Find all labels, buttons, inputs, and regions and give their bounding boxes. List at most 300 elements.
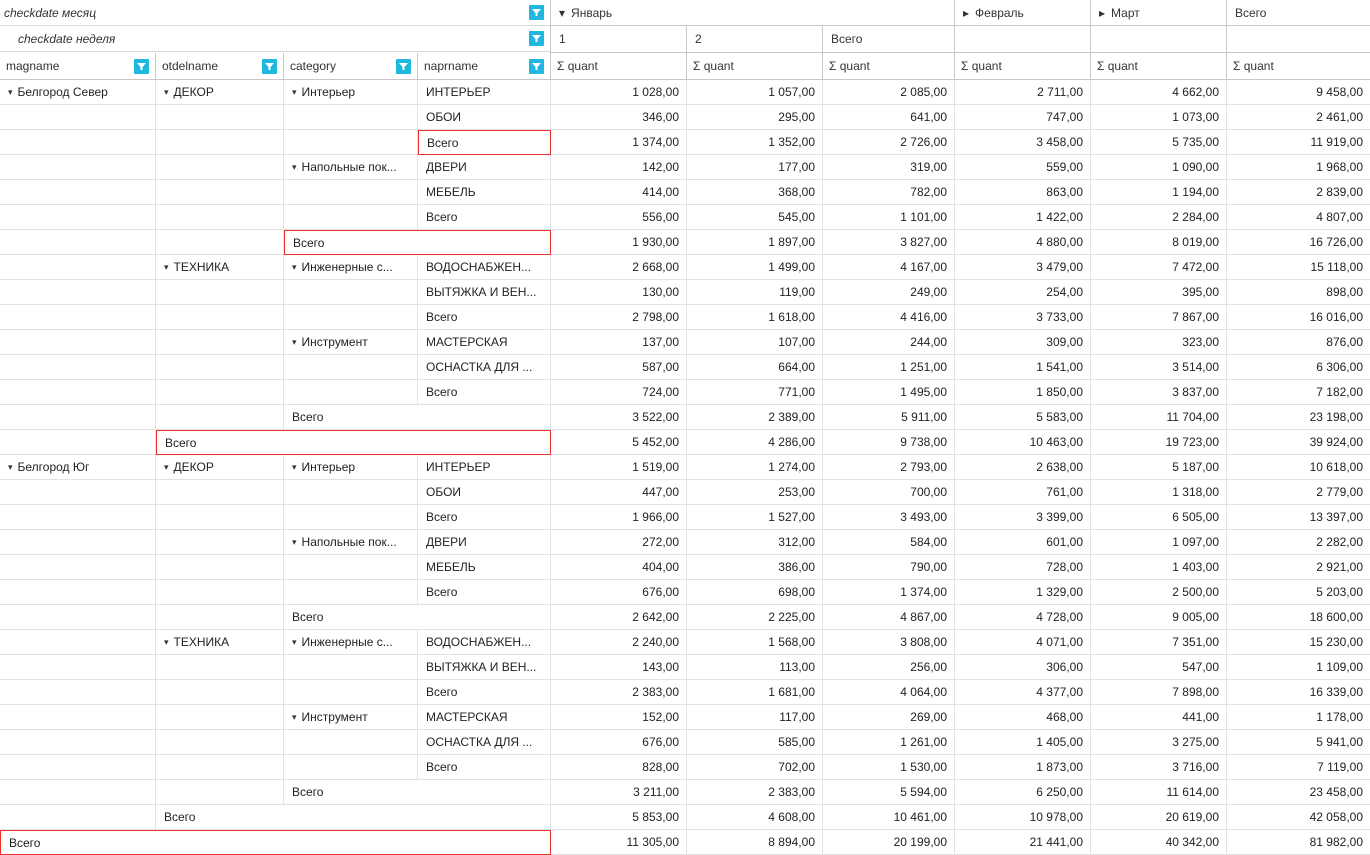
- value-cell[interactable]: 2 085,00: [823, 80, 955, 105]
- magname-cell: [0, 180, 156, 205]
- value-cell[interactable]: 4 807,00: [1227, 205, 1370, 230]
- value-cell[interactable]: 7 182,00: [1227, 380, 1370, 405]
- category-cell: [284, 380, 418, 405]
- category-cell: [284, 680, 418, 705]
- naprname-cell[interactable]: [418, 480, 551, 505]
- naprname-cell[interactable]: [418, 355, 551, 380]
- value-cell[interactable]: 601,00: [955, 530, 1091, 555]
- otdelname-cell: [156, 280, 284, 305]
- naprname-cell[interactable]: [418, 630, 551, 655]
- value-cell[interactable]: 11 919,00: [1227, 130, 1370, 155]
- value-cell[interactable]: 559,00: [955, 155, 1091, 180]
- value-cell[interactable]: 1 352,00: [687, 130, 823, 155]
- row-field-magname-label: magname: [6, 59, 60, 73]
- value-cell[interactable]: 346,00: [551, 105, 687, 130]
- value-cell[interactable]: 1 499,00: [687, 255, 823, 280]
- value-cell[interactable]: 1 374,00: [551, 130, 687, 155]
- value-cell[interactable]: 2 726,00: [823, 130, 955, 155]
- value-cell[interactable]: 771,00: [687, 380, 823, 405]
- value-cell[interactable]: 1 897,00: [687, 230, 823, 255]
- measure-header-quant-6[interactable]: [1227, 53, 1370, 80]
- value-cell[interactable]: 1 109,00: [1227, 655, 1370, 680]
- value-cell[interactable]: 2 711,00: [955, 80, 1091, 105]
- value-cell[interactable]: 119,00: [687, 280, 823, 305]
- value-cell[interactable]: 556,00: [551, 205, 687, 230]
- category-cell[interactable]: [284, 705, 418, 730]
- measure-header-quant-1[interactable]: [551, 53, 687, 80]
- value-cell[interactable]: 404,00: [551, 555, 687, 580]
- column-header-february[interactable]: [955, 0, 1091, 26]
- measure-header-label: Σ quant: [829, 59, 870, 73]
- value-cell[interactable]: 16 016,00: [1227, 305, 1370, 330]
- value-cell[interactable]: 1 966,00: [551, 505, 687, 530]
- naprname-cell[interactable]: [418, 105, 551, 130]
- value-cell[interactable]: 11 704,00: [1091, 405, 1227, 430]
- value-cell[interactable]: 254,00: [955, 280, 1091, 305]
- value-cell[interactable]: 441,00: [1091, 705, 1227, 730]
- naprname-cell[interactable]: [418, 380, 551, 405]
- value-cell[interactable]: 42 058,00: [1227, 805, 1370, 830]
- category-cell: [284, 305, 418, 330]
- value-cell[interactable]: 10 618,00: [1227, 455, 1370, 480]
- value-cell[interactable]: 700,00: [823, 480, 955, 505]
- value-cell[interactable]: 142,00: [551, 155, 687, 180]
- value-cell[interactable]: 21 441,00: [955, 830, 1091, 855]
- value-cell[interactable]: 3 479,00: [955, 255, 1091, 280]
- row-field-magname[interactable]: [0, 53, 156, 80]
- value-cell[interactable]: 2 461,00: [1227, 105, 1370, 130]
- value-cell[interactable]: 1 527,00: [687, 505, 823, 530]
- value-cell[interactable]: 11 614,00: [1091, 780, 1227, 805]
- naprname-cell[interactable]: [418, 330, 551, 355]
- value-cell[interactable]: 130,00: [551, 280, 687, 305]
- row-label: Белгород Юг: [17, 460, 90, 474]
- category-total-label[interactable]: [284, 605, 551, 630]
- value-cell[interactable]: 7 119,00: [1227, 755, 1370, 780]
- value-cell[interactable]: 177,00: [687, 155, 823, 180]
- value-cell[interactable]: 137,00: [551, 330, 687, 355]
- value-cell[interactable]: 4 662,00: [1091, 80, 1227, 105]
- measure-header-label: Σ quant: [557, 59, 598, 73]
- table-row: [0, 105, 1370, 130]
- value-cell[interactable]: 5 583,00: [955, 405, 1091, 430]
- row-label: Всего: [426, 385, 458, 399]
- value-cell[interactable]: 414,00: [551, 180, 687, 205]
- value-cell[interactable]: 323,00: [1091, 330, 1227, 355]
- value-cell[interactable]: 1 194,00: [1091, 180, 1227, 205]
- naprname-cell[interactable]: [418, 705, 551, 730]
- value-cell[interactable]: 15 230,00: [1227, 630, 1370, 655]
- value-cell[interactable]: 1 329,00: [955, 580, 1091, 605]
- value-cell[interactable]: 2 225,00: [687, 605, 823, 630]
- value-cell[interactable]: 898,00: [1227, 280, 1370, 305]
- value-cell[interactable]: 1 530,00: [823, 755, 955, 780]
- value-cell[interactable]: 2 383,00: [687, 780, 823, 805]
- value-cell[interactable]: 10 978,00: [955, 805, 1091, 830]
- column-header-week-2[interactable]: [687, 26, 823, 53]
- value-cell[interactable]: 2 389,00: [687, 405, 823, 430]
- value-cell[interactable]: 4 064,00: [823, 680, 955, 705]
- value-cell[interactable]: 676,00: [551, 730, 687, 755]
- value-cell[interactable]: 8 019,00: [1091, 230, 1227, 255]
- value-cell[interactable]: 9 738,00: [823, 430, 955, 455]
- value-cell[interactable]: 4 608,00: [687, 805, 823, 830]
- measure-header-quant-5[interactable]: [1091, 53, 1227, 80]
- naprname-cell[interactable]: [418, 755, 551, 780]
- value-cell[interactable]: 863,00: [955, 180, 1091, 205]
- naprname-cell[interactable]: [418, 155, 551, 180]
- magname-cell: [0, 230, 156, 255]
- value-cell[interactable]: 1 097,00: [1091, 530, 1227, 555]
- value-cell[interactable]: 698,00: [687, 580, 823, 605]
- value-cell[interactable]: 368,00: [687, 180, 823, 205]
- table-row: [0, 380, 1370, 405]
- value-cell[interactable]: 23 458,00: [1227, 780, 1370, 805]
- value-cell[interactable]: 3 837,00: [1091, 380, 1227, 405]
- value-cell[interactable]: 386,00: [687, 555, 823, 580]
- value-cell[interactable]: 3 514,00: [1091, 355, 1227, 380]
- value-cell[interactable]: 1 403,00: [1091, 555, 1227, 580]
- value-cell[interactable]: 2 642,00: [551, 605, 687, 630]
- value-cell[interactable]: 15 118,00: [1227, 255, 1370, 280]
- value-cell[interactable]: 2 793,00: [823, 455, 955, 480]
- value-cell[interactable]: 4 071,00: [955, 630, 1091, 655]
- measure-header-quant-3[interactable]: [823, 53, 955, 80]
- value-cell[interactable]: 1 405,00: [955, 730, 1091, 755]
- value-cell[interactable]: 5 941,00: [1227, 730, 1370, 755]
- value-cell[interactable]: 1 618,00: [687, 305, 823, 330]
- value-cell[interactable]: 641,00: [823, 105, 955, 130]
- category-cell: [284, 755, 418, 780]
- category-total-label[interactable]: [284, 230, 551, 255]
- value-cell[interactable]: 1 495,00: [823, 380, 955, 405]
- chevron-down-icon: ▾: [292, 711, 297, 722]
- category-total-label[interactable]: [284, 405, 551, 430]
- value-cell[interactable]: 4 728,00: [955, 605, 1091, 630]
- value-cell[interactable]: 447,00: [551, 480, 687, 505]
- value-cell[interactable]: 5 452,00: [551, 430, 687, 455]
- naprname-cell[interactable]: [418, 555, 551, 580]
- naprname-cell[interactable]: [418, 580, 551, 605]
- value-cell[interactable]: 782,00: [823, 180, 955, 205]
- category-cell[interactable]: [284, 455, 418, 480]
- filter-icon[interactable]: [529, 31, 544, 46]
- value-cell[interactable]: 2 779,00: [1227, 480, 1370, 505]
- naprname-cell[interactable]: [418, 255, 551, 280]
- chevron-down-icon: ▾: [292, 461, 297, 472]
- value-cell[interactable]: 244,00: [823, 330, 955, 355]
- value-cell[interactable]: 39 924,00: [1227, 430, 1370, 455]
- value-cell[interactable]: 8 894,00: [687, 830, 823, 855]
- column-header-march[interactable]: [1091, 0, 1227, 26]
- value-cell[interactable]: 1 568,00: [687, 630, 823, 655]
- naprname-cell[interactable]: [418, 130, 551, 155]
- value-cell[interactable]: 1 274,00: [687, 455, 823, 480]
- value-cell[interactable]: 256,00: [823, 655, 955, 680]
- value-cell[interactable]: 2 284,00: [1091, 205, 1227, 230]
- value-cell[interactable]: 1 057,00: [687, 80, 823, 105]
- row-label: Всего: [9, 835, 41, 850]
- value-cell[interactable]: 6 250,00: [955, 780, 1091, 805]
- value-cell[interactable]: 1 968,00: [1227, 155, 1370, 180]
- value-cell[interactable]: 664,00: [687, 355, 823, 380]
- value-cell[interactable]: 2 383,00: [551, 680, 687, 705]
- value-cell[interactable]: 4 377,00: [955, 680, 1091, 705]
- value-cell[interactable]: 2 240,00: [551, 630, 687, 655]
- measure-header-quant-2[interactable]: [687, 53, 823, 80]
- value-cell[interactable]: 3 716,00: [1091, 755, 1227, 780]
- value-cell[interactable]: 4 286,00: [687, 430, 823, 455]
- value-cell[interactable]: 1 318,00: [1091, 480, 1227, 505]
- value-cell[interactable]: 3 827,00: [823, 230, 955, 255]
- value-cell[interactable]: 702,00: [687, 755, 823, 780]
- value-cell[interactable]: 13 397,00: [1227, 505, 1370, 530]
- column-header-total-spacer: [1227, 26, 1370, 53]
- value-cell[interactable]: 1 090,00: [1091, 155, 1227, 180]
- value-cell[interactable]: 790,00: [823, 555, 955, 580]
- value-cell[interactable]: 7 898,00: [1091, 680, 1227, 705]
- value-cell[interactable]: 7 867,00: [1091, 305, 1227, 330]
- column-header-total[interactable]: [1227, 0, 1370, 26]
- value-cell[interactable]: 5 735,00: [1091, 130, 1227, 155]
- column-header-january-label: Январь: [571, 5, 613, 20]
- otdelname-cell[interactable]: [156, 255, 284, 280]
- naprname-cell[interactable]: [418, 205, 551, 230]
- value-cell[interactable]: 272,00: [551, 530, 687, 555]
- chevron-down-icon: ▾: [292, 336, 297, 347]
- value-cell[interactable]: 4 416,00: [823, 305, 955, 330]
- value-cell[interactable]: 1 374,00: [823, 580, 955, 605]
- column-header-week-total[interactable]: [823, 26, 955, 53]
- value-cell[interactable]: 676,00: [551, 580, 687, 605]
- value-cell[interactable]: 1 873,00: [955, 755, 1091, 780]
- category-cell: [284, 180, 418, 205]
- value-cell[interactable]: 19 723,00: [1091, 430, 1227, 455]
- value-cell[interactable]: 2 638,00: [955, 455, 1091, 480]
- otdelname-cell[interactable]: [156, 455, 284, 480]
- naprname-cell[interactable]: [418, 280, 551, 305]
- magname-cell[interactable]: [0, 80, 156, 105]
- value-cell[interactable]: 18 600,00: [1227, 605, 1370, 630]
- value-cell[interactable]: 1 930,00: [551, 230, 687, 255]
- otdelname-cell: [156, 680, 284, 705]
- naprname-cell[interactable]: [418, 530, 551, 555]
- otdelname-cell[interactable]: [156, 630, 284, 655]
- value-cell[interactable]: 309,00: [955, 330, 1091, 355]
- value-cell[interactable]: 2 839,00: [1227, 180, 1370, 205]
- value-cell[interactable]: 7 472,00: [1091, 255, 1227, 280]
- row-label: ИНТЕРЬЕР: [426, 85, 491, 99]
- filter-checkdate-month[interactable]: [0, 0, 550, 26]
- category-cell[interactable]: [284, 530, 418, 555]
- value-cell[interactable]: 587,00: [551, 355, 687, 380]
- value-cell[interactable]: 16 339,00: [1227, 680, 1370, 705]
- naprname-cell[interactable]: [418, 730, 551, 755]
- column-header-january[interactable]: [551, 0, 955, 26]
- value-cell[interactable]: 312,00: [687, 530, 823, 555]
- measure-header-label: Σ quant: [1233, 59, 1274, 73]
- value-cell[interactable]: 1 519,00: [551, 455, 687, 480]
- value-cell[interactable]: 269,00: [823, 705, 955, 730]
- category-total-label[interactable]: [284, 780, 551, 805]
- value-cell[interactable]: 1 681,00: [687, 680, 823, 705]
- value-cell[interactable]: 5 203,00: [1227, 580, 1370, 605]
- row-label: Напольные пок...: [301, 535, 397, 549]
- category-cell[interactable]: [284, 80, 418, 105]
- value-cell[interactable]: 5 853,00: [551, 805, 687, 830]
- value-cell[interactable]: 468,00: [955, 705, 1091, 730]
- table-row: [0, 355, 1370, 380]
- value-cell[interactable]: 23 198,00: [1227, 405, 1370, 430]
- value-cell[interactable]: 3 493,00: [823, 505, 955, 530]
- naprname-cell[interactable]: [418, 505, 551, 530]
- value-cell[interactable]: 747,00: [955, 105, 1091, 130]
- otdel-total-label[interactable]: [156, 430, 551, 455]
- naprname-cell[interactable]: [418, 680, 551, 705]
- naprname-cell[interactable]: [418, 455, 551, 480]
- value-cell[interactable]: 113,00: [687, 655, 823, 680]
- value-cell[interactable]: 4 880,00: [955, 230, 1091, 255]
- category-cell[interactable]: [284, 155, 418, 180]
- value-cell[interactable]: 10 463,00: [955, 430, 1091, 455]
- value-cell[interactable]: 306,00: [955, 655, 1091, 680]
- magname-cell: [0, 205, 156, 230]
- filter-icon[interactable]: [529, 5, 544, 20]
- value-cell[interactable]: 3 458,00: [955, 130, 1091, 155]
- grand-total-label[interactable]: [0, 830, 551, 855]
- value-cell[interactable]: 547,00: [1091, 655, 1227, 680]
- value-cell[interactable]: 3 275,00: [1091, 730, 1227, 755]
- value-cell[interactable]: 728,00: [955, 555, 1091, 580]
- naprname-cell[interactable]: [418, 655, 551, 680]
- value-cell[interactable]: 828,00: [551, 755, 687, 780]
- value-cell[interactable]: 107,00: [687, 330, 823, 355]
- value-cell[interactable]: 249,00: [823, 280, 955, 305]
- chevron-down-icon: ▾: [292, 161, 297, 172]
- value-cell[interactable]: 1 261,00: [823, 730, 955, 755]
- table-row: [0, 655, 1370, 680]
- value-cell[interactable]: 1 251,00: [823, 355, 955, 380]
- value-cell[interactable]: 10 461,00: [823, 805, 955, 830]
- value-cell[interactable]: 9 458,00: [1227, 80, 1370, 105]
- value-cell[interactable]: 724,00: [551, 380, 687, 405]
- value-cell[interactable]: 117,00: [687, 705, 823, 730]
- value-cell[interactable]: 2 500,00: [1091, 580, 1227, 605]
- value-cell[interactable]: 143,00: [551, 655, 687, 680]
- magname-cell: [0, 705, 156, 730]
- value-cell[interactable]: 6 505,00: [1091, 505, 1227, 530]
- naprname-cell[interactable]: [418, 180, 551, 205]
- value-cell[interactable]: 4 167,00: [823, 255, 955, 280]
- value-cell[interactable]: 395,00: [1091, 280, 1227, 305]
- value-cell[interactable]: 9 005,00: [1091, 605, 1227, 630]
- value-cell[interactable]: 1 178,00: [1227, 705, 1370, 730]
- magname-cell: [0, 580, 156, 605]
- value-cell[interactable]: 11 305,00: [551, 830, 687, 855]
- value-cell[interactable]: 6 306,00: [1227, 355, 1370, 380]
- row-label: Всего: [426, 210, 458, 224]
- row-field-category[interactable]: [284, 53, 418, 80]
- filter-icon[interactable]: [262, 59, 277, 74]
- value-cell[interactable]: 5 911,00: [823, 405, 955, 430]
- otdelname-cell: [156, 530, 284, 555]
- value-cell[interactable]: 3 399,00: [955, 505, 1091, 530]
- value-cell[interactable]: 2 921,00: [1227, 555, 1370, 580]
- category-cell[interactable]: [284, 630, 418, 655]
- value-cell[interactable]: 3 733,00: [955, 305, 1091, 330]
- naprname-cell[interactable]: [418, 305, 551, 330]
- row-label: Инструмент: [301, 335, 368, 349]
- column-header-week-1[interactable]: [551, 26, 687, 53]
- value-cell[interactable]: 761,00: [955, 480, 1091, 505]
- value-cell[interactable]: 40 342,00: [1091, 830, 1227, 855]
- value-cell[interactable]: 16 726,00: [1227, 230, 1370, 255]
- row-label: Белгород Север: [17, 85, 108, 99]
- value-cell[interactable]: 3 522,00: [551, 405, 687, 430]
- category-cell[interactable]: [284, 255, 418, 280]
- table-row: [0, 630, 1370, 655]
- value-cell[interactable]: 1 101,00: [823, 205, 955, 230]
- magname-cell: [0, 555, 156, 580]
- value-cell[interactable]: 81 982,00: [1227, 830, 1370, 855]
- value-cell[interactable]: 876,00: [1227, 330, 1370, 355]
- row-field-naprname[interactable]: [418, 53, 551, 80]
- filter-icon[interactable]: [396, 59, 411, 74]
- value-cell[interactable]: 253,00: [687, 480, 823, 505]
- value-cell[interactable]: 5 187,00: [1091, 455, 1227, 480]
- value-cell[interactable]: 1 028,00: [551, 80, 687, 105]
- value-cell[interactable]: 20 199,00: [823, 830, 955, 855]
- value-cell[interactable]: 152,00: [551, 705, 687, 730]
- value-cell[interactable]: 584,00: [823, 530, 955, 555]
- value-cell[interactable]: 3 808,00: [823, 630, 955, 655]
- filter-checkdate-week[interactable]: [0, 26, 550, 52]
- table-row: [0, 455, 1370, 480]
- value-cell[interactable]: 2 668,00: [551, 255, 687, 280]
- value-cell[interactable]: 1 422,00: [955, 205, 1091, 230]
- value-cell[interactable]: 1 073,00: [1091, 105, 1227, 130]
- measure-header-quant-4[interactable]: [955, 53, 1091, 80]
- category-cell[interactable]: [284, 330, 418, 355]
- value-cell[interactable]: 7 351,00: [1091, 630, 1227, 655]
- value-cell[interactable]: 2 282,00: [1227, 530, 1370, 555]
- value-cell[interactable]: 545,00: [687, 205, 823, 230]
- column-header-march-label: Март: [1111, 5, 1140, 20]
- measure-header-label: Σ quant: [1097, 59, 1138, 73]
- value-cell[interactable]: 1 541,00: [955, 355, 1091, 380]
- row-label: ОБОИ: [426, 485, 462, 499]
- row-label: ВЫТЯЖКА И ВЕН...: [426, 660, 537, 674]
- value-cell[interactable]: 4 867,00: [823, 605, 955, 630]
- value-cell[interactable]: 585,00: [687, 730, 823, 755]
- value-cell[interactable]: 295,00: [687, 105, 823, 130]
- chevron-down-icon: ▾: [559, 5, 566, 20]
- value-cell[interactable]: 1 850,00: [955, 380, 1091, 405]
- value-cell[interactable]: 319,00: [823, 155, 955, 180]
- otdelname-cell[interactable]: [156, 80, 284, 105]
- filter-icon[interactable]: [134, 59, 149, 74]
- value-cell[interactable]: 5 594,00: [823, 780, 955, 805]
- value-cell[interactable]: 2 798,00: [551, 305, 687, 330]
- value-cell[interactable]: 3 211,00: [551, 780, 687, 805]
- filter-icon[interactable]: [529, 59, 544, 74]
- row-field-otdelname[interactable]: [156, 53, 284, 80]
- filter-checkdate-week-label: checkdate неделя: [18, 31, 116, 46]
- value-cell[interactable]: 20 619,00: [1091, 805, 1227, 830]
- otdel-total-label[interactable]: [156, 805, 551, 830]
- naprname-cell[interactable]: [418, 80, 551, 105]
- magname-cell[interactable]: [0, 455, 156, 480]
